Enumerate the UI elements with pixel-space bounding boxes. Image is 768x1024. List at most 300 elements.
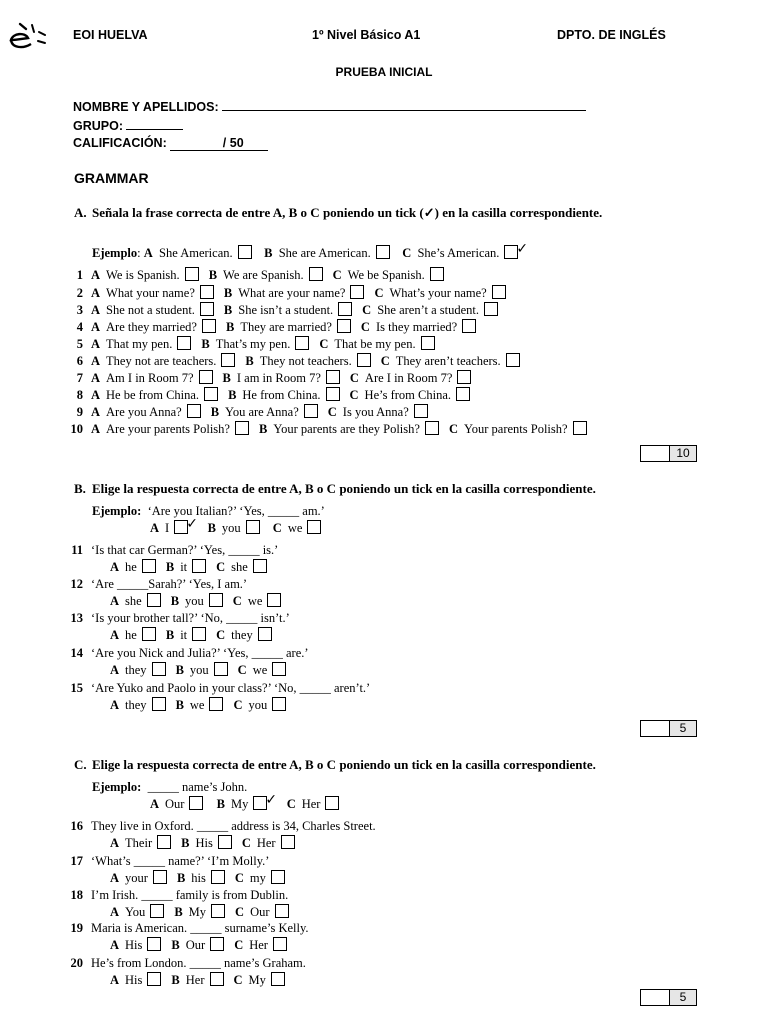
option-b (223, 370, 340, 386)
question-row (57, 267, 454, 283)
option-c (319, 336, 434, 352)
option-letter: C (349, 371, 359, 385)
section-c-instruction (74, 756, 694, 773)
option-letter: C (234, 938, 244, 952)
answer-options (110, 559, 277, 575)
answer-options (110, 662, 296, 678)
option-b (209, 267, 323, 283)
checkbox[interactable] (484, 302, 498, 316)
option-c (350, 387, 470, 403)
option-a-text: he (125, 560, 137, 574)
page-title: PRUEBA INICIAL (335, 65, 433, 79)
checkbox-checked[interactable] (504, 241, 529, 259)
name-field[interactable] (73, 99, 586, 114)
example-option-c: Her (301, 797, 321, 811)
option-c (216, 559, 267, 575)
option-letter: A (110, 973, 120, 987)
grade-field[interactable] (73, 136, 268, 151)
checkbox[interactable] (235, 421, 249, 435)
checkbox[interactable] (209, 697, 223, 711)
question-number: 20 (70, 956, 83, 970)
checkbox[interactable] (218, 835, 232, 849)
option-b-text: it (180, 560, 188, 574)
checkbox[interactable] (209, 593, 223, 607)
option-b-text: You are Anna? (225, 405, 299, 419)
option-letter: A (110, 628, 120, 642)
option-b (171, 972, 223, 988)
option-a (110, 627, 156, 643)
question-row (57, 818, 376, 834)
example-label: Ejemplo: (92, 780, 142, 794)
option-letter: A (91, 303, 101, 317)
section-c-label: C. (74, 757, 87, 772)
option-c-text: they (231, 628, 253, 642)
option-c-text: Her (249, 938, 268, 952)
checkbox[interactable] (295, 336, 309, 350)
checkbox[interactable] (425, 421, 439, 435)
option-b-text: we (189, 698, 205, 712)
checkbox[interactable] (272, 662, 286, 676)
option-a (110, 972, 161, 988)
option-c-text: Our (250, 905, 270, 919)
option-b (201, 336, 309, 352)
option-letter: C (234, 871, 244, 885)
checkbox[interactable] (142, 627, 156, 641)
option-a-text: they (125, 663, 147, 677)
course-level: 1º Nivel Básico A1 (312, 28, 421, 42)
option-b-text: We are Spanish. (223, 268, 304, 282)
option-c (328, 404, 428, 420)
option-c (234, 972, 285, 988)
option-letter: B (258, 422, 268, 436)
checkbox[interactable] (211, 870, 225, 884)
option-letter: B (175, 698, 184, 712)
option-letter: B (201, 337, 210, 351)
option-b-text: his (191, 871, 206, 885)
answer-options (110, 627, 282, 643)
section-b-score: 5 (670, 721, 696, 736)
checkbox[interactable] (258, 627, 272, 641)
example-option-c: we (287, 521, 303, 535)
option-b-text: I am in Room 7? (236, 371, 321, 385)
option-letter: A (91, 354, 101, 368)
question-row (57, 336, 445, 352)
example-option-a: She American. (159, 246, 233, 260)
option-letter: A (110, 698, 120, 712)
example-option-b: you (221, 521, 241, 535)
option-letter: C (319, 337, 329, 351)
option-c-text: We be Spanish. (347, 268, 425, 282)
option-b-text: What are your name? (238, 286, 346, 300)
option-b (166, 627, 206, 643)
example-label: Ejemplo: (92, 504, 142, 518)
option-letter: C (216, 628, 226, 642)
question-row (57, 387, 480, 403)
option-c (449, 421, 587, 437)
option-letter: A (110, 560, 120, 574)
option-b (245, 353, 370, 369)
checkbox[interactable] (210, 937, 224, 951)
question-prompt: ‘Are you Nick and Julia?’ ‘Yes, _____ are.’ (91, 646, 309, 660)
section-a-score: 10 (670, 446, 696, 461)
checkbox[interactable] (214, 662, 228, 676)
option-letter: C (448, 422, 458, 436)
option-letter: A (110, 871, 120, 885)
checkbox[interactable] (573, 421, 587, 435)
option-c-text: Are I in Room 7? (364, 371, 453, 385)
option-c (216, 627, 272, 643)
option-a (110, 662, 166, 678)
checkbox[interactable] (338, 302, 352, 316)
question-prompt: ‘Is that car German?’ ‘Yes, _____ is.’ (91, 543, 279, 557)
option-a-text: your (125, 871, 148, 885)
option-letter: A (91, 268, 101, 282)
option-c (374, 285, 505, 301)
option-a-text: His (125, 938, 143, 952)
checkbox[interactable] (200, 285, 214, 299)
question-prompt: ‘Are _____Sarah?’ ‘Yes, I am.’ (91, 577, 248, 591)
option-letter: B (208, 268, 218, 282)
option-b-text: My (188, 905, 207, 919)
checkbox[interactable] (221, 353, 235, 367)
option-a-text: She not a student. (106, 303, 195, 317)
section-heading: GRAMMAR (74, 170, 149, 186)
option-b (211, 404, 318, 420)
option-letter: C (241, 836, 251, 850)
option-c (350, 370, 472, 386)
option-c (235, 904, 288, 920)
checkbox[interactable] (414, 404, 428, 418)
checkbox[interactable] (273, 937, 287, 951)
checkbox[interactable] (267, 593, 281, 607)
checkbox[interactable] (337, 319, 351, 333)
option-b (171, 937, 224, 953)
option-c-text: Is they married? (375, 320, 458, 334)
option-c-text: What’s your name? (389, 286, 487, 300)
option-a (110, 937, 161, 953)
question-prompt: They live in Oxford. _____ address is 34, Charles Street. (91, 819, 376, 833)
question-row (57, 680, 370, 696)
question-prompt: He’s from London. _____ name’s Graham. (91, 956, 306, 970)
checkbox[interactable] (150, 904, 164, 918)
example-option-b: She are American. (278, 246, 371, 260)
checkbox-checked[interactable] (253, 792, 278, 810)
question-row (57, 853, 269, 869)
question-prompt: ‘Is your brother tall?’ ‘No, _____ isn’t.’ (91, 611, 290, 625)
answer-options (110, 972, 295, 988)
checkbox[interactable] (187, 404, 201, 418)
question-number: 12 (70, 577, 83, 591)
option-b-text: you (189, 663, 209, 677)
checkbox[interactable] (204, 387, 218, 401)
checkbox[interactable] (189, 796, 203, 810)
checkbox[interactable] (238, 245, 252, 259)
grade-line[interactable] (170, 136, 268, 151)
option-a-text: What your name? (106, 286, 195, 300)
checkbox[interactable] (457, 370, 471, 384)
option-a (91, 285, 214, 301)
checkbox[interactable] (185, 267, 199, 281)
checkbox[interactable] (246, 520, 260, 534)
checkbox[interactable] (200, 302, 214, 316)
option-a (91, 353, 235, 369)
option-a-text: she (125, 594, 142, 608)
option-c-text: My (248, 973, 266, 987)
group-line[interactable] (126, 118, 183, 130)
question-row (57, 610, 290, 626)
section-b-score-box (640, 720, 697, 737)
option-a (110, 593, 161, 609)
option-a (110, 904, 164, 920)
question-number: 2 (76, 286, 83, 300)
option-c-text: They aren’t teachers. (395, 354, 501, 368)
question-row (57, 302, 508, 318)
option-c-text: we (252, 663, 268, 677)
question-number: 5 (76, 337, 83, 351)
checkbox[interactable] (492, 285, 506, 299)
checkbox[interactable] (147, 972, 161, 986)
option-c-text: she (231, 560, 248, 574)
checkbox[interactable] (357, 353, 371, 367)
option-b (177, 870, 225, 886)
option-b-text: you (185, 594, 204, 608)
option-letter: B (171, 973, 180, 987)
answer-options (110, 835, 305, 851)
option-b (166, 559, 206, 575)
question-number: 7 (76, 371, 83, 385)
question-row (57, 542, 278, 558)
option-c-text: Her (256, 836, 276, 850)
option-b (176, 697, 224, 713)
question-number: 10 (70, 422, 83, 436)
example-option-c: She’s American. (417, 246, 500, 260)
option-a-text: You (125, 905, 146, 919)
question-row (57, 370, 481, 386)
checkbox[interactable] (376, 245, 390, 259)
option-c (242, 835, 295, 851)
checkbox[interactable] (506, 353, 520, 367)
option-b (224, 285, 365, 301)
option-a-text: Are you Anna? (106, 405, 182, 419)
option-letter: C (380, 354, 390, 368)
question-number: 11 (71, 543, 83, 557)
section-a-score-box (640, 445, 697, 462)
section-a-example: Ejemplo: A She American. B She are American. C She’s American. ✓ (92, 241, 529, 260)
option-letter: A (91, 422, 101, 436)
option-letter: A (91, 371, 101, 385)
option-a (110, 835, 171, 851)
option-letter: B (223, 286, 233, 300)
option-c (233, 593, 282, 609)
option-a-text: Are they married? (106, 320, 197, 334)
checkbox[interactable] (192, 559, 206, 573)
option-b (181, 835, 232, 851)
checkbox[interactable] (199, 370, 213, 384)
checkbox[interactable] (326, 387, 340, 401)
option-c-text: She aren’t a student. (377, 303, 480, 317)
checkbox[interactable] (326, 370, 340, 384)
option-letter: A (110, 663, 120, 677)
option-letter: C (374, 286, 384, 300)
example-prompt: ‘Are you Italian?’ ‘Yes, _____ am.’ (147, 504, 325, 518)
section-a-text: Señala la frase correcta de entre A, B o C poniendo un tick (✓) en la casilla correspondiente. (92, 205, 603, 220)
option-a (91, 267, 199, 283)
checkbox[interactable] (309, 267, 323, 281)
option-c (234, 937, 287, 953)
option-a (110, 559, 156, 575)
option-a-text: Their (125, 836, 153, 850)
option-letter: C (232, 594, 242, 608)
option-letter: A (91, 337, 101, 351)
checkbox[interactable] (142, 559, 156, 573)
option-a-text: Am I in Room 7? (106, 371, 194, 385)
checkbox[interactable] (304, 404, 318, 418)
group-field[interactable] (73, 118, 183, 133)
option-c-text: you (248, 698, 268, 712)
option-b-text: She isn’t a student. (238, 303, 334, 317)
question-number: 15 (70, 681, 83, 695)
option-letter: C (362, 303, 372, 317)
checkbox[interactable] (177, 336, 191, 350)
question-row (57, 353, 530, 369)
option-letter: B (165, 628, 175, 642)
option-a-text: We is Spanish. (106, 268, 180, 282)
checkbox[interactable] (153, 870, 167, 884)
option-a-text: His (125, 973, 143, 987)
question-number: 19 (70, 921, 83, 935)
answer-options (110, 937, 297, 953)
question-row (57, 920, 309, 936)
option-a (91, 336, 191, 352)
option-b (176, 662, 228, 678)
option-letter: B (225, 320, 235, 334)
department-name: DPTO. DE INGLÉS (557, 28, 666, 42)
option-a (91, 370, 213, 386)
checkbox[interactable] (281, 835, 295, 849)
option-c (233, 697, 286, 713)
option-c (238, 662, 287, 678)
option-letter: A (91, 388, 101, 402)
grade-label: CALIFICACIÓN: (73, 136, 167, 150)
answer-options (110, 593, 291, 609)
option-letter: A (91, 405, 101, 419)
option-letter: A (91, 320, 101, 334)
option-c-text: That be my pen. (334, 337, 416, 351)
question-prompt: Maria is American. _____ surname’s Kelly. (91, 921, 309, 935)
name-line[interactable] (222, 99, 586, 111)
tick-icon: ✓ (265, 792, 278, 808)
checkbox[interactable] (147, 937, 161, 951)
checkbox[interactable] (211, 904, 225, 918)
option-a-text: He be from China. (106, 388, 200, 402)
option-b-text: They are married? (240, 320, 332, 334)
section-b-text: Elige la respuesta correcta de entre A, B o C poniendo un tick en la casilla correspondiente. (92, 481, 596, 496)
checkbox[interactable] (192, 627, 206, 641)
checkbox[interactable] (325, 796, 339, 810)
option-letter: C (332, 268, 342, 282)
option-b (171, 593, 223, 609)
checkbox[interactable] (271, 972, 285, 986)
question-number: 14 (70, 646, 83, 660)
option-c (235, 870, 285, 886)
checkbox[interactable] (307, 520, 321, 534)
question-number: 17 (70, 854, 83, 868)
question-number: 16 (70, 819, 83, 833)
section-b-example-options: A I ✓ B you C we (150, 520, 331, 536)
option-b-text: it (180, 628, 188, 642)
option-c-text: He’s from China. (364, 388, 451, 402)
section-a-label: A. (74, 205, 87, 220)
option-letter: A (110, 594, 120, 608)
question-number: 4 (76, 320, 83, 334)
question-row (57, 319, 486, 335)
option-letter: C (237, 663, 247, 677)
option-c (361, 319, 476, 335)
answer-options (110, 870, 295, 886)
checkbox[interactable] (272, 697, 286, 711)
checkbox[interactable] (210, 972, 224, 986)
question-row (57, 645, 309, 661)
section-b-example (92, 503, 325, 519)
option-letter: C (216, 560, 226, 574)
checkbox[interactable] (271, 870, 285, 884)
checkbox[interactable] (147, 593, 161, 607)
option-letter: B (174, 905, 183, 919)
option-c-text: we (247, 594, 263, 608)
option-a (110, 697, 166, 713)
option-a-text: That my pen. (106, 337, 173, 351)
option-b-text: He from China. (242, 388, 321, 402)
section-c-score-box (640, 989, 697, 1006)
question-prompt: ‘What’s _____ name?’ ‘I’m Molly.’ (91, 854, 270, 868)
checkbox[interactable] (157, 835, 171, 849)
checkbox[interactable] (462, 319, 476, 333)
checkbox[interactable] (430, 267, 444, 281)
option-b (259, 421, 439, 437)
example-label: Ejemplo (92, 246, 138, 260)
option-letter: C (360, 320, 370, 334)
example-option-a: Our (165, 797, 185, 811)
example-option-a: I (165, 521, 170, 535)
checkbox[interactable] (275, 904, 289, 918)
checkbox[interactable] (202, 319, 216, 333)
option-c-text: Is you Anna? (342, 405, 409, 419)
answer-options (110, 697, 296, 713)
checkbox[interactable] (152, 662, 166, 676)
checkbox[interactable] (350, 285, 364, 299)
option-letter: A (110, 905, 120, 919)
option-b-text: Her (185, 973, 205, 987)
question-number: 1 (76, 268, 83, 282)
option-letter: B (222, 371, 231, 385)
checkbox-checked[interactable] (174, 516, 198, 534)
option-letter: B (176, 871, 186, 885)
question-number: 9 (76, 405, 83, 419)
checkbox[interactable] (253, 559, 267, 573)
option-a (110, 870, 167, 886)
question-number: 18 (70, 888, 83, 902)
question-row (57, 421, 597, 437)
example-prompt: _____ name’s John. (147, 780, 248, 794)
checkbox[interactable] (421, 336, 435, 350)
option-b-text: Your parents are they Polish? (273, 422, 420, 436)
group-label: GRUPO: (73, 119, 123, 133)
checkbox[interactable] (456, 387, 470, 401)
option-c (362, 302, 498, 318)
question-row (57, 285, 516, 301)
checkbox[interactable] (152, 697, 166, 711)
option-letter: C (327, 405, 337, 419)
